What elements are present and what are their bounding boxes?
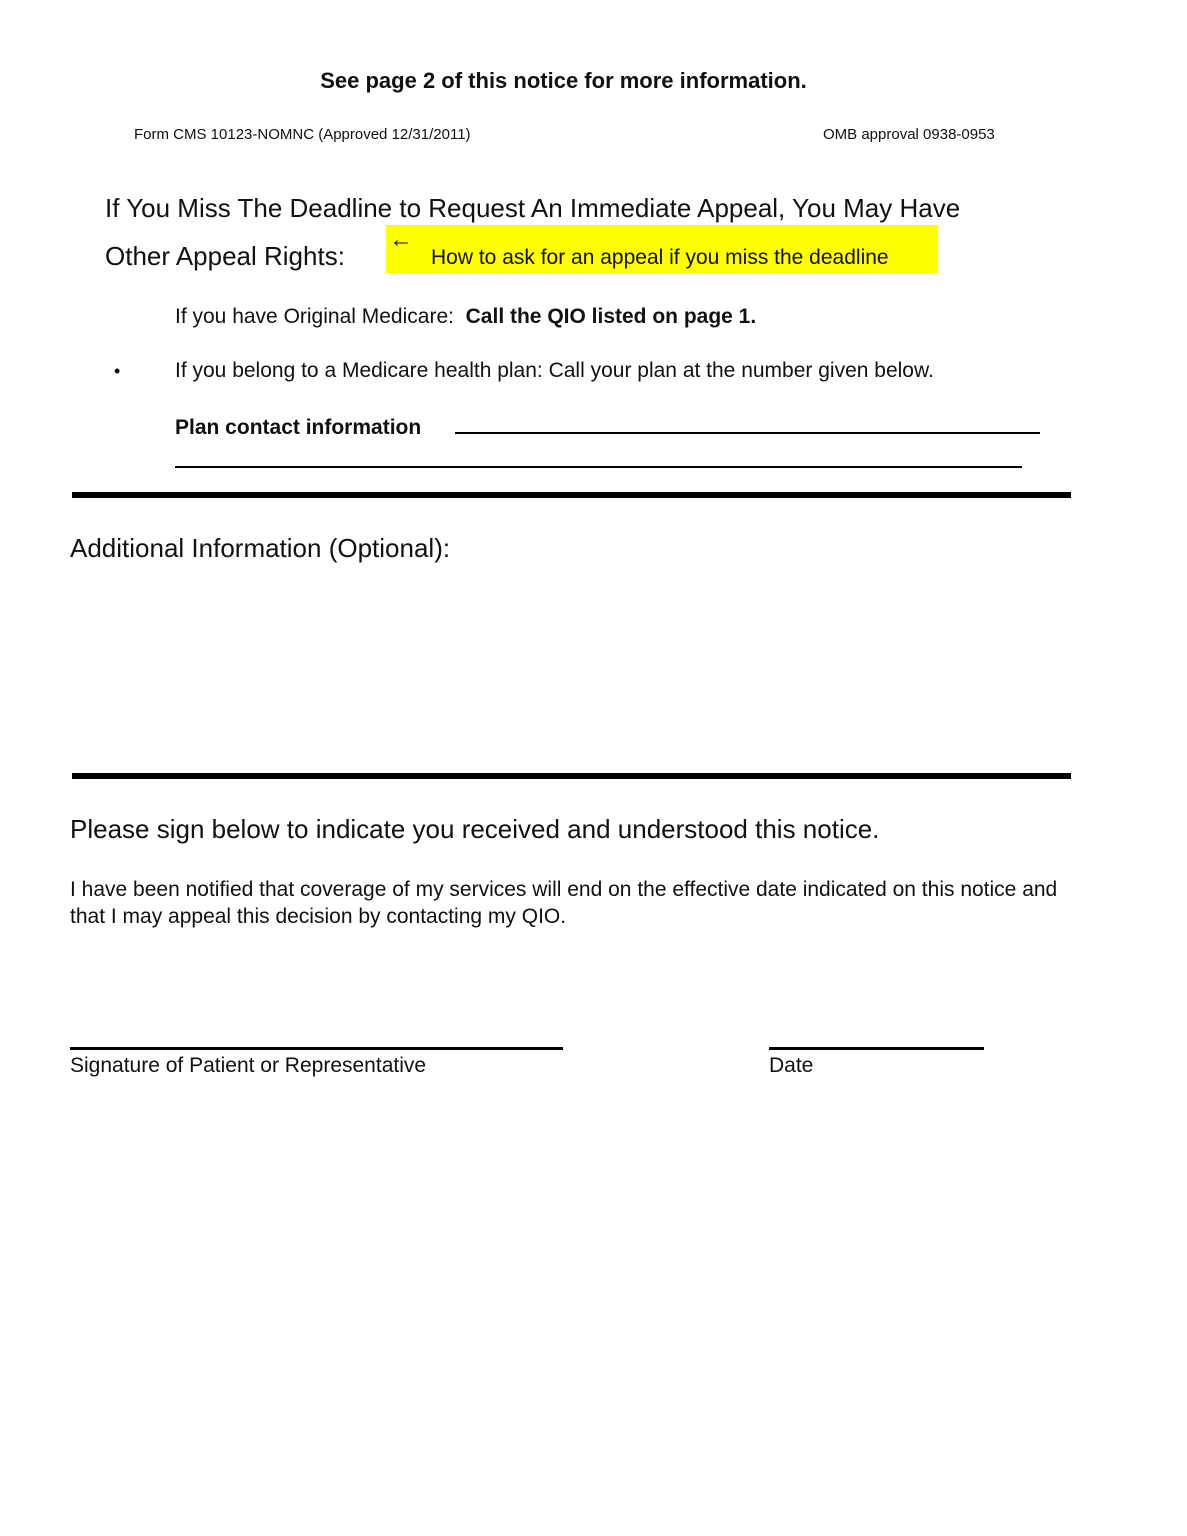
section-divider-1 <box>72 492 1071 498</box>
health-plan-line: If you belong to a Medicare health plan: Call your plan at the number given below. <box>175 359 934 382</box>
see-page-2-note: See page 2 of this notice for more information. <box>320 68 807 93</box>
plan-contact-line-1[interactable] <box>455 432 1040 434</box>
original-medicare-prefix: If you have Original Medicare: <box>175 305 454 328</box>
additional-info-title: Additional Information (Optional): <box>70 533 451 563</box>
left-arrow-icon: ← <box>389 226 413 253</box>
plan-contact-line-2[interactable] <box>175 466 1022 468</box>
additional-info-area[interactable] <box>70 575 1070 765</box>
form-id: Form CMS 10123-NOMNC (Approved 12/31/2011) <box>134 126 471 143</box>
plan-contact-label: Plan contact information <box>175 416 422 439</box>
signature-line[interactable] <box>70 1047 563 1050</box>
section-divider-2 <box>72 773 1071 779</box>
date-label: Date <box>769 1054 814 1077</box>
appeal-heading-line-1: If You Miss The Deadline to Request An Immediate Appeal, You May Have <box>105 193 961 223</box>
original-medicare-action: Call the QIO listed on page 1. <box>465 305 757 328</box>
date-line[interactable] <box>769 1047 984 1050</box>
acknowledgement-text: I have been notified that coverage of my services will end on the effective date indicated on this notice and that I may appeal this decision by contacting my QIO. <box>70 878 1058 928</box>
appeal-heading-line-2: Other Appeal Rights: <box>105 241 345 271</box>
signature-label: Signature of Patient or Representative <box>70 1054 427 1077</box>
highlight-note: How to ask for an appeal if you miss the deadline <box>431 246 889 269</box>
sign-instruction: Please sign below to indicate you received and understood this notice. <box>70 814 880 844</box>
original-medicare-line <box>175 305 756 329</box>
bullet-icon: • <box>114 361 121 381</box>
omb-approval: OMB approval 0938-0953 <box>823 126 995 143</box>
